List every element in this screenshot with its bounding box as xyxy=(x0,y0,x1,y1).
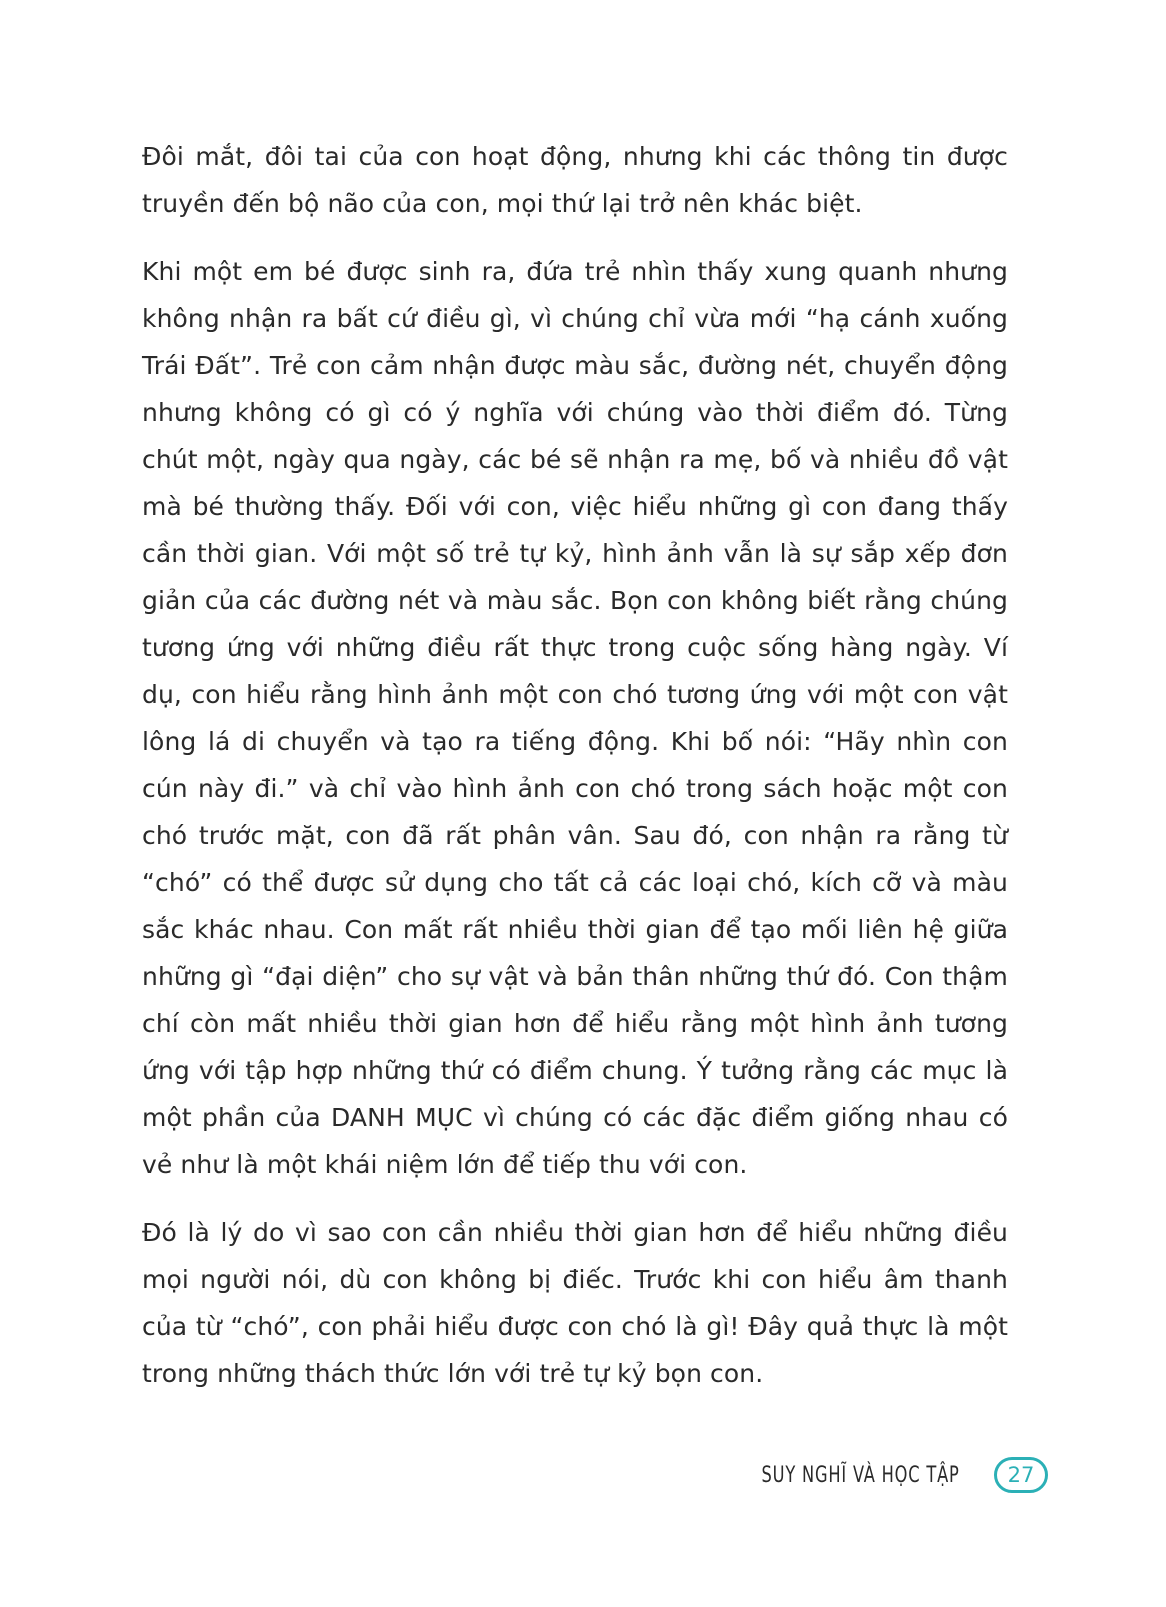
paragraph-2: Khi một em bé được sinh ra, đứa trẻ nhìn thấy xung quanh nhưng không nhận ra bất cứ điều gì, vì chúng chỉ vừa mới “hạ cánh xuống Trái Đất”. Trẻ con cảm nhận được màu sắc, đường nét, chuyển động nhưng không có gì có ý nghĩa với chúng vào thời điểm đó. Từng chút một, ngày qua ngày, các bé sẽ nhận ra mẹ, bố và nhiều đồ vật mà bé thường thấy. Đối với con, việc hiểu những gì con đang thấy cần thời gian. Với một số trẻ tự kỷ, hình ảnh vẫn là sự sắp xếp đơn giản của các đường nét và màu sắc. Bọn con không biết rằng chúng tương ứng với những điều rất thực trong cuộc sống hàng ngày. Ví dụ, con hiểu rằng hình ảnh một con chó tương ứng với một con vật lông lá di chuyển và tạo ra tiếng động. Khi bố nói: “Hãy nhìn con cún này đi.” và chỉ vào hình ảnh con chó trong sách hoặc một con chó trước mặt, con đã rất phân vân. Sau đó, con nhận ra rằng từ “chó” có thể được sử dụng cho tất cả các loại chó, kích cỡ và màu sắc khác nhau. Con mất rất nhiều thời gian để tạo mối liên hệ giữa những gì “đại diện” cho sự vật và bản thân những thứ đó. Con thậm chí còn mất nhiều thời gian hơn để hiểu rằng một hình ảnh tương ứng với tập hợp những thứ có điểm chung. Ý tưởng rằng các mục là một phần của DANH MỤC vì chúng có các đặc điểm giống nhau có vẻ như là một khái niệm lớn để tiếp thu với con. xyxy=(142,257,1008,1179)
section-title: SUY NGHĨ VÀ HỌC TẬP xyxy=(761,1462,960,1488)
paragraph-1: Đôi mắt, đôi tai của con hoạt động, nhưng khi các thông tin được truyền đến bộ não của con, mọi thứ lại trở nên khác biệt. xyxy=(142,142,1008,218)
body-text xyxy=(142,133,1008,1418)
page-footer xyxy=(718,1457,1048,1493)
page-number-badge: 27 xyxy=(994,1457,1048,1493)
paragraph-3: Đó là lý do vì sao con cần nhiều thời gian hơn để hiểu những điều mọi người nói, dù con không bị điếc. Trước khi con hiểu âm thanh của từ “chó”, con phải hiểu được con chó là gì! Đây quả thực là một trong những thách thức lớn với trẻ tự kỷ bọn con. xyxy=(142,1218,1008,1388)
